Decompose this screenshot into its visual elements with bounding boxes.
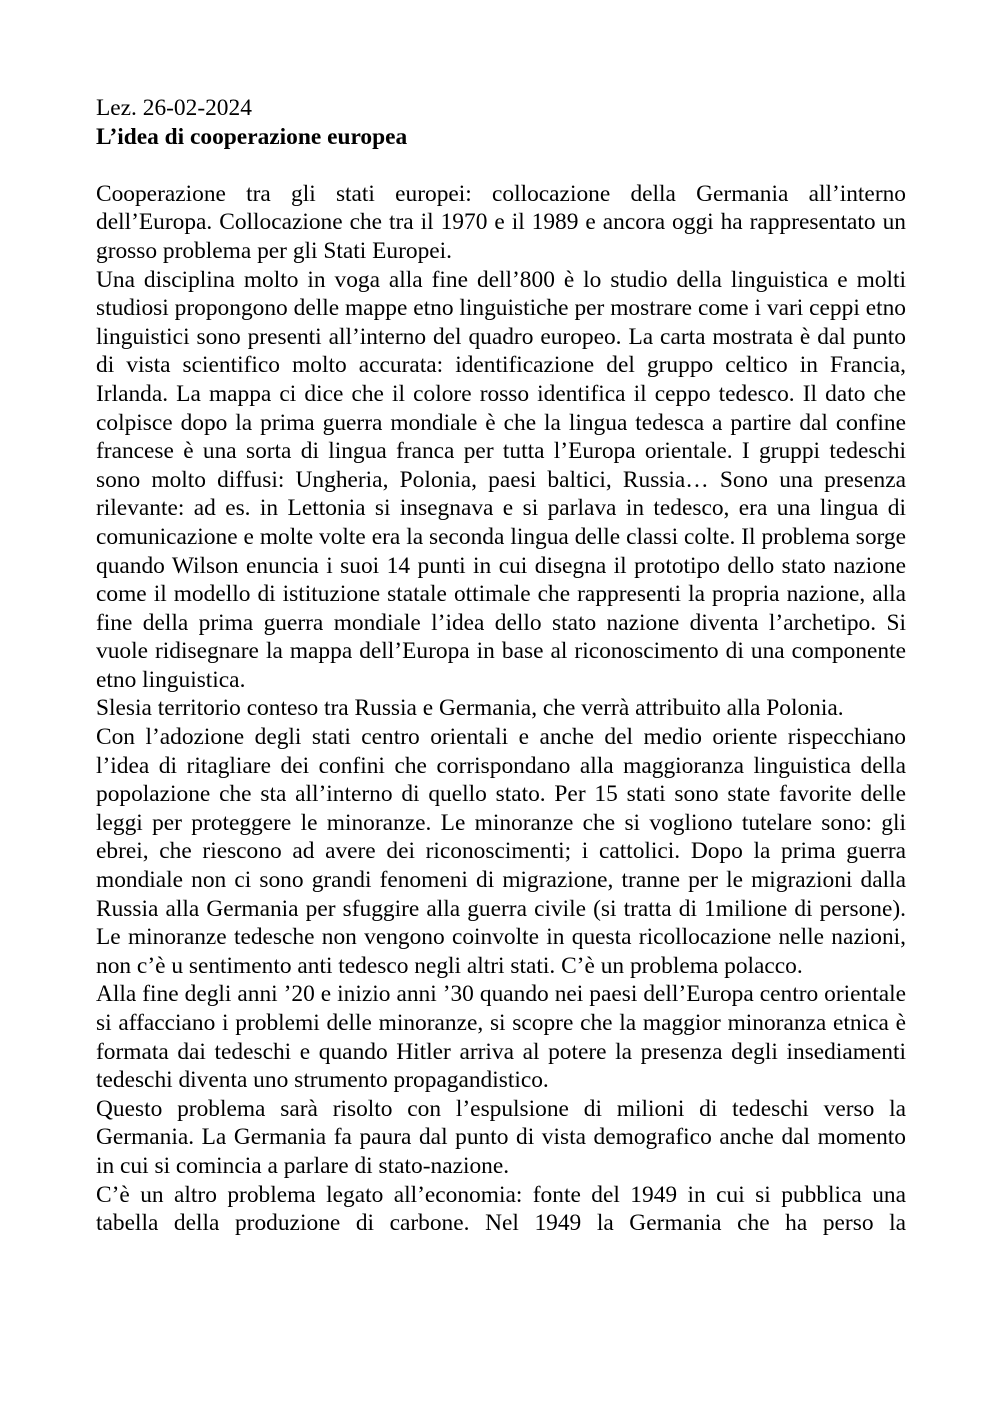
document-title: L’idea di cooperazione europea	[96, 123, 408, 150]
paragraph-5: Alla fine degli anni ’20 e inizio anni ’30 quando nei paesi dell’Europa centro orientale si affacciano i problemi delle minoranze, si scopre che la maggior minoranza etnica è formata dai tedeschi e quando Hitler arriva al potere la presenza degli insediamenti tedeschi diventa uno strumento propagandistico.	[96, 981, 906, 1094]
paragraph-7: C’è un altro problema legato all’economia: fonte del 1949 in cui si pubblica una tabella della produzione di carbone. Nel 1949 la Germania che ha perso la	[96, 1181, 906, 1237]
paragraph-3: Slesia territorio conteso tra Russia e Germania, che verrà attribuito alla Polonia.	[96, 695, 844, 722]
paragraph-6: Questo problema sarà risolto con l’espulsione di milioni di tedeschi verso la Germania. La Germania fa paura dal punto di vista demografico anche dal momento in cui si comincia a parlare di stato-nazione.	[96, 1095, 906, 1179]
title-spacer	[96, 151, 906, 180]
paragraph-2: Una disciplina molto in voga alla fine dell’800 è lo studio della linguistica e molti studiosi propongono delle mappe etno linguistiche per mostrare come i vari ceppi etno linguistici sono presenti all’interno del quadro europeo. La carta mostrata è dal punto di vista scientifico molto accurata: identificazione del gruppo celtico in Francia, Irlanda. La mappa ci dice che il colore rosso identifica il ceppo tedesco. Il dato che colpisce dopo la prima guerra mondiale è che la lingua tedesca a partire dal confine francese è una sorta di lingua franca per tutta l’Europa orientale. I gruppi tedeschi sono molto diffusi: Ungheria, Polonia, paesi baltici, Russia… Sono una presenza rilevante: ad es. in Lettonia si insegnava e si parlava in tedesco, era una lingua di comunicazione e molte volte era la seconda lingua delle classi colte. Il problema sorge quando Wilson enuncia i suoi 14 punti in cui disegna il prototipo dello stato nazione come il modello di istituzione statale ottimale che rappresenti la propria nazione, alla fine della prima guerra mondiale l’idea dello stato nazione diventa l’archetipo. Si vuole ridisegnare la mappa dell’Europa in base al riconoscimento di una componente etno linguistica.	[96, 266, 906, 693]
paragraph-4: Con l’adozione degli stati centro orientali e anche del medio oriente rispecchiano l’idea di ritagliare dei confini che corrispondano alla maggioranza linguistica della popolazione che sta all’interno di quello stato. Per 15 stati sono state favorite delle leggi per proteggere le minoranze. Le minoranze che si vogliono tutelare sono: gli ebrei, che riescono ad avere dei riconoscimenti; i cattolici. Dopo la prima guerra mondiale non ci sono grandi fenomeni di migrazione, tranne per le migrazioni dalla Russia alla Germania per sfuggire alla guerra civile (si tratta di 1milione di persone). Le minoranze tedesche non vengono coinvolte in questa ricollocazione nelle nazioni, non c’è u sentimento anti tedesco negli altri stati. C’è un problema polacco.	[96, 724, 906, 979]
lecture-date: Lez. 26-02-2024	[96, 95, 252, 121]
paragraph-1: Cooperazione tra gli stati europei: collocazione della Germania all’interno dell’Europa. Collocazione che tra il 1970 e il 1989 e ancora oggi ha rappresentato un grosso problema per gli Stati Europei.	[96, 180, 906, 264]
document-page	[96, 94, 906, 1238]
